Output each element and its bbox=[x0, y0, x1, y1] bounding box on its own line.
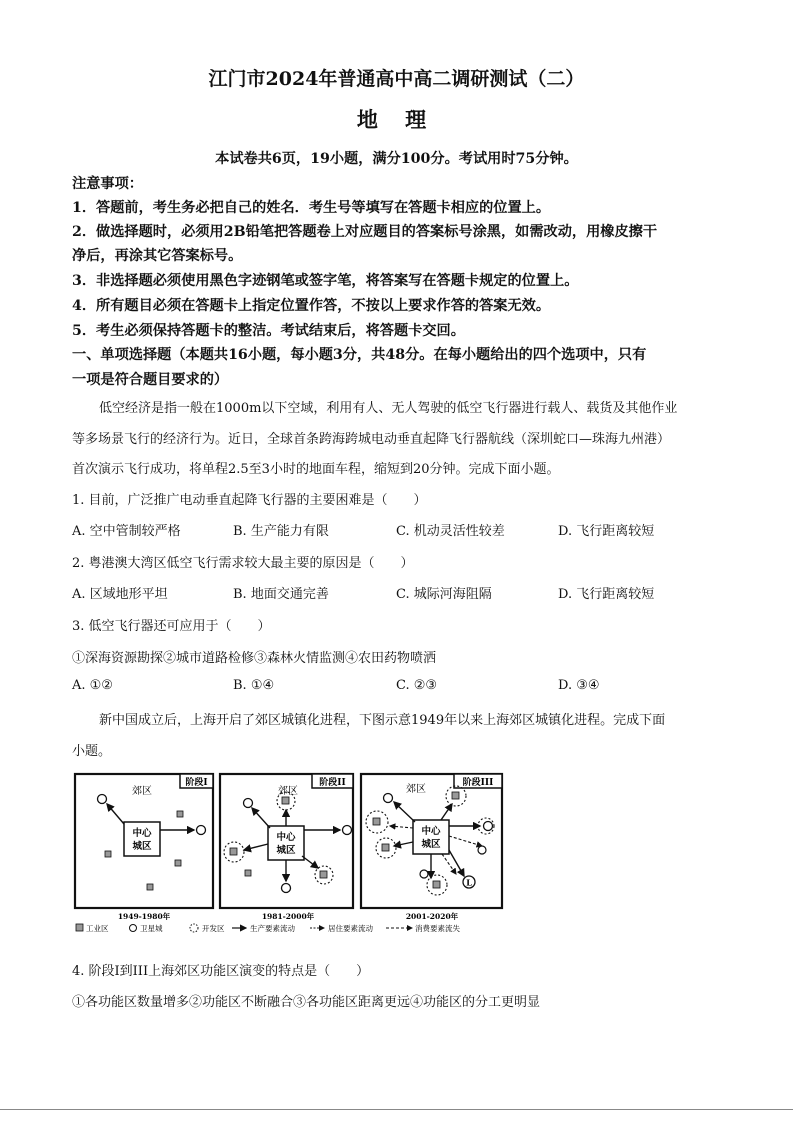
satellite-city-icon bbox=[282, 884, 291, 893]
satellite-city-icon bbox=[98, 795, 107, 804]
satellite-city-icon bbox=[384, 794, 393, 803]
center-label: 中心 bbox=[276, 832, 296, 843]
q3-option-a: A. ①② bbox=[72, 678, 113, 693]
satellite-city-icon bbox=[244, 799, 253, 808]
industrial-zone-icon bbox=[105, 851, 111, 857]
passage-line: 首次演示飞行成功，将单程2.5至3小时的地面车程，缩短到20分钟。完成下面小题。 bbox=[72, 462, 560, 477]
satellite-city-icon bbox=[343, 826, 352, 835]
shopping-mark: L bbox=[466, 877, 472, 888]
note-item: 4．所有题目必须在答题卡上指定位置作答，不按以上要求作答的答案无效。 bbox=[72, 298, 551, 314]
question-3-stem: 3. 低空飞行器还可应用于（ ） bbox=[72, 619, 271, 634]
satellite-city-icon bbox=[478, 846, 486, 854]
legend-dev-zone: 开发区 bbox=[202, 924, 225, 933]
q2-option-a: A. 区域地形平坦 bbox=[72, 587, 168, 602]
legend-residence: 居住要素流动 bbox=[328, 924, 373, 933]
devzone-legend-icon bbox=[190, 924, 198, 932]
section-heading: 一、单项选择题（本题共16小题，每小题3分，共48分。在每小题给出的四个选项中，只有 bbox=[72, 347, 647, 363]
page-bottom-rule bbox=[0, 1109, 793, 1110]
industrial-zone-icon bbox=[147, 884, 153, 890]
period-label: 1949-1980年 bbox=[117, 912, 171, 921]
q2-option-b: B. 地面交通完善 bbox=[233, 587, 329, 602]
legend-satellite: 卫星城 bbox=[140, 924, 163, 933]
note-item: 净后，再涂其它答案标号。 bbox=[72, 248, 243, 264]
suburb-label: 郊区 bbox=[406, 784, 426, 795]
q4-items: ①各功能区数量增多②功能区不断融合③各功能区距离更远④功能区的分工更明显 bbox=[72, 995, 541, 1010]
q2-option-d: D. 飞行距离较短 bbox=[558, 587, 655, 602]
q2-option-c: C. 城际河海阻隔 bbox=[396, 587, 492, 602]
q3-option-d: D. ③④ bbox=[558, 678, 600, 693]
suburb-label: 郊区 bbox=[278, 786, 298, 797]
industrial-zone-icon bbox=[245, 870, 251, 876]
stage-label: 阶段III bbox=[462, 778, 494, 788]
question-4-stem: 4. 阶段I到III上海郊区功能区演变的特点是（ ） bbox=[72, 964, 370, 979]
center-label: 中心 bbox=[421, 826, 441, 837]
center-label: 城区 bbox=[421, 839, 441, 850]
q1-option-a: A. 空中管制较严格 bbox=[72, 524, 181, 539]
panel-stage-2 bbox=[220, 774, 353, 921]
industrial-zone-icon bbox=[177, 811, 183, 817]
q1-option-c: C. 机动灵活性较差 bbox=[396, 524, 505, 539]
passage-line: 小题。 bbox=[72, 744, 112, 759]
question-2-stem: 2. 粤港澳大湾区低空飞行需求较大最主要的原因是（ ） bbox=[72, 556, 414, 571]
industrial-zone-icon bbox=[175, 860, 181, 866]
legend-consumption: 消费要素流失 bbox=[415, 924, 460, 933]
q1-option-d: D. 飞行距离较短 bbox=[558, 524, 655, 539]
satellite-city-icon bbox=[484, 822, 493, 831]
notes-heading: 注意事项： bbox=[72, 176, 143, 192]
question-1-stem: 1. 目前，广泛推广电动垂直起降飞行器的主要困难是（ ） bbox=[72, 493, 427, 508]
q3-items: ①深海资源勘探②城市道路检修③森林火情监测④农田药物喷洒 bbox=[72, 651, 437, 666]
satellite-city-icon bbox=[420, 870, 428, 878]
stage-label: 阶段I bbox=[185, 778, 208, 788]
note-item: 2．做选择题时，必须用2B铅笔把答题卷上对应题目的答案标号涂黑，如需改动，用橡皮擦干 bbox=[72, 224, 658, 240]
center-label: 城区 bbox=[132, 841, 152, 852]
panel-stage-3 bbox=[361, 774, 502, 921]
exam-info: 本试卷共6页，19小题，满分100分。考试用时75分钟。 bbox=[215, 151, 578, 167]
passage-line: 新中国成立后，上海开启了郊区城镇化进程，下图示意1949年以来上海郊区城镇化进程。完成下面 bbox=[99, 713, 666, 728]
period-label: 1981-2000年 bbox=[261, 912, 315, 921]
q3-option-b: B. ①④ bbox=[233, 678, 275, 693]
figure-legend bbox=[76, 923, 460, 933]
panel-stage-1 bbox=[75, 774, 213, 921]
center-label: 中心 bbox=[132, 828, 152, 839]
subject-title: 地 理 bbox=[356, 107, 437, 132]
q3-option-c: C. ②③ bbox=[396, 678, 438, 693]
section-heading-cont: 一项是符合题目要求的） bbox=[72, 372, 229, 388]
center-label: 城区 bbox=[276, 845, 296, 856]
note-item: 5．考生必须保持答题卡的整洁。考试结束后，将答题卡交回。 bbox=[72, 323, 465, 339]
urbanization-figure bbox=[72, 768, 506, 936]
legend-industrial: 工业区 bbox=[86, 924, 109, 933]
passage-line: 等多场景飞行的经济行为。近日，全球首条跨海跨城电动垂直起降飞行器航线（深圳蛇口—珠海九州港） bbox=[72, 432, 671, 447]
satellite-legend-icon bbox=[130, 925, 137, 932]
stage-label: 阶段II bbox=[319, 778, 346, 788]
legend-production: 生产要素流动 bbox=[250, 924, 295, 933]
note-item: 1．答题前，考生务必把自己的姓名．考生号等填写在答题卡相应的位置上。 bbox=[72, 200, 551, 216]
exam-title: 江门市2024年普通高中高二调研测试（二） bbox=[208, 68, 585, 90]
satellite-city-icon bbox=[197, 826, 206, 835]
period-label: 2001-2020年 bbox=[405, 912, 459, 921]
note-item: 3．非选择题必须使用黑色字迹钢笔或签字笔，将答案写在答题卡规定的位置上。 bbox=[72, 273, 579, 289]
suburb-label: 郊区 bbox=[132, 786, 152, 797]
q1-option-b: B. 生产能力有限 bbox=[233, 524, 329, 539]
passage-line: 低空经济是指一般在1000m以下空域，利用有人、无人驾驶的低空飞行器进行载人、载货及其他作业 bbox=[99, 401, 678, 416]
industrial-legend-icon bbox=[76, 924, 83, 931]
